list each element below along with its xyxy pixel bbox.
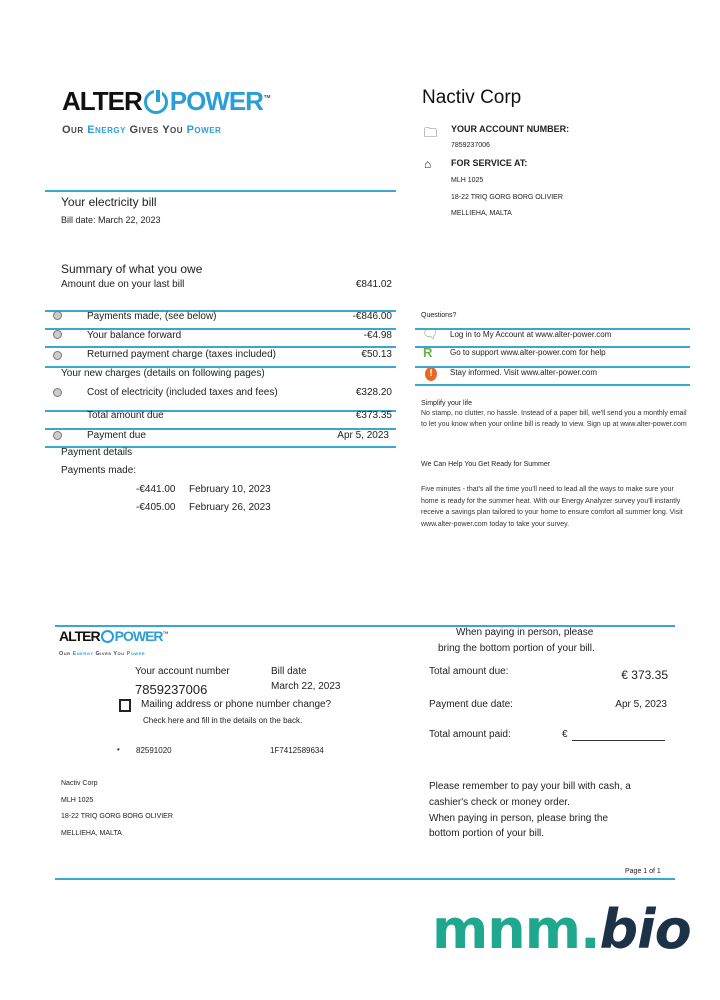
stub-total-due: € 373.35 [621,668,668,682]
logo-power: POWER [169,86,263,116]
tag-gives: Gives You [129,124,184,136]
reminder-line: bottom portion of your bill. [429,828,545,839]
stub-account-number: 7859237006 [135,682,208,697]
reminder-line: Please remember to pay your bill with cash, a [429,781,631,792]
logo-tagline [62,124,221,136]
account-number: 7859237006 [451,142,490,149]
stub-address-line: MELLIEHA, MALTA [61,830,122,837]
support-icon: R [423,345,433,360]
stub-tagline [59,651,145,657]
tag-energy: Energy [87,124,126,136]
stub-address-line: Nactiv Corp [61,780,98,787]
stub-code: 82591020 [136,746,172,755]
stub-due-date-label: Payment due date: [429,699,513,710]
plus-circle-icon [53,388,62,397]
simplify-title: Simplify your life [421,400,472,407]
question-link[interactable]: Stay informed. Visit www.alter-power.com [450,368,598,377]
bill-title: Your electricity bill [61,195,157,209]
trademark: ™ [262,93,271,103]
total-label: Total amount due [87,410,164,421]
page-number: Page 1 of 1 [625,868,661,875]
service-label: FOR SERVICE AT: [451,158,528,168]
minus-circle-icon [53,330,62,339]
tag-our: Our [62,124,84,136]
last-bill-label: Amount due on your last bill [61,279,185,290]
minus-circle-icon [53,311,62,320]
divider [55,878,675,880]
tag-power: Power [126,651,146,657]
stub-paid-label: Total amount paid: [429,729,511,740]
summary-row-label: Your balance forward [87,330,182,341]
divider [45,190,396,192]
summer-text: Five minutes - that's all the time you'll need to lead all the ways to make sure your home is ready for the summer heat. With our Energy Analyzer survey you'll instantly receive a savings plan tailored to your home to ensure comfort all summer long. Visit www.alter-power.com today to take your survey. [421,486,683,528]
reminder-line: When paying in person, please bring the [429,813,609,824]
summary-row-label: Payments made, (see below) [87,311,217,322]
watermark-part1: mnm. [432,898,600,961]
amount-paid-input[interactable] [572,740,665,741]
company-logo [62,86,271,117]
stub-bill-date-label: Bill date [271,666,307,677]
total-value: €373.35 [355,410,392,421]
power-icon [101,630,114,643]
folder-icon: 🗀 [424,125,438,140]
power-icon [144,90,168,114]
question-link[interactable]: Go to support www.alter-power.com for help [450,348,606,357]
in-person-note: When paying in person, please [456,627,594,638]
summary-row-value: -€4.98 [363,330,392,341]
cost-label: Cost of electricity (included taxes and fees) [87,387,278,398]
stub-paid-prefix: € [562,729,568,740]
watermark-part2: bio [599,898,691,961]
summary-row-value: -€846.00 [352,311,392,322]
account-label: YOUR ACCOUNT NUMBER: [451,124,570,134]
tag-our: Our [59,651,71,657]
divider [45,346,396,348]
stub-bill-date: March 22, 2023 [271,681,341,692]
stub-total-due-label: Total amount due: [429,666,509,677]
questions-title: Questions? [421,312,457,319]
stub-address-line: 18-22 TRIQ GORG BORG OLIVIER [61,813,173,820]
payment-amount: -€441.00 [136,484,176,495]
mailing-change-hint: Check here and fill in the details on the back. [143,716,303,725]
new-charges-label: Your new charges (details on following pages) [61,368,265,379]
service-address-line: MELLIEHA, MALTA [451,210,512,217]
due-value: Apr 5, 2023 [337,430,389,441]
service-address-line: 18-22 TRIQ GORG BORG OLIVIER [451,194,563,201]
mailing-change-checkbox[interactable] [119,699,131,712]
mailing-change-label: Mailing address or phone number change? [141,699,332,710]
payment-date: February 10, 2023 [189,484,271,495]
in-person-note: bring the bottom portion of your bill. [438,643,595,654]
service-address-line: MLH 1025 [451,177,484,184]
reminder-line: cashier's check or money order. [429,797,570,808]
simplify-text: No stamp, no clutter, no hassle. Instead of a paper bill, we'll send you a monthly email to let you know when your online bill is ready to view. Sign up at www.alter-power.com [421,410,687,428]
payment-details-title: Payment details [61,447,133,458]
summer-title: We Can Help You Get Ready for Summer [421,461,551,468]
plus-circle-icon [53,351,62,360]
alert-icon: ! [425,367,437,381]
trademark: ™ [162,631,169,638]
payment-amount: -€405.00 [136,502,176,513]
chat-icon: 🗨 [422,326,439,341]
divider [415,384,690,386]
stub-account-label: Your account number [135,666,230,677]
due-label: Payment due [87,430,146,441]
bullet-icon: • [117,745,120,754]
summary-title: Summary of what you owe [61,262,203,276]
bill-date: Bill date: March 22, 2023 [61,215,161,225]
home-icon: ⌂ [424,157,432,171]
payments-made-label: Payments made: [61,465,137,476]
equals-circle-icon [53,431,62,440]
last-bill-value: €841.02 [355,279,392,290]
summary-row-label: Returned payment charge (taxes included) [87,349,276,360]
stub-logo [59,628,169,644]
tag-energy: Energy [72,651,94,657]
question-link[interactable]: Log in to My Account at www.alter-power.com [450,330,612,339]
payment-date: February 26, 2023 [189,502,271,513]
watermark [432,898,691,961]
logo-alter: ALTER [59,628,100,644]
stub-address-line: MLH 1025 [61,797,94,804]
stub-code: 1F7412589634 [270,746,324,755]
stub-due-date: Apr 5, 2023 [615,699,667,710]
logo-power: POWER [114,628,163,644]
tag-power: Power [186,124,222,136]
summary-row-value: €50.13 [361,349,392,360]
cost-value: €328.20 [355,387,392,398]
tag-gives: Gives You [95,651,125,657]
customer-name: Nactiv Corp [422,87,522,108]
logo-alter: ALTER [62,86,142,116]
